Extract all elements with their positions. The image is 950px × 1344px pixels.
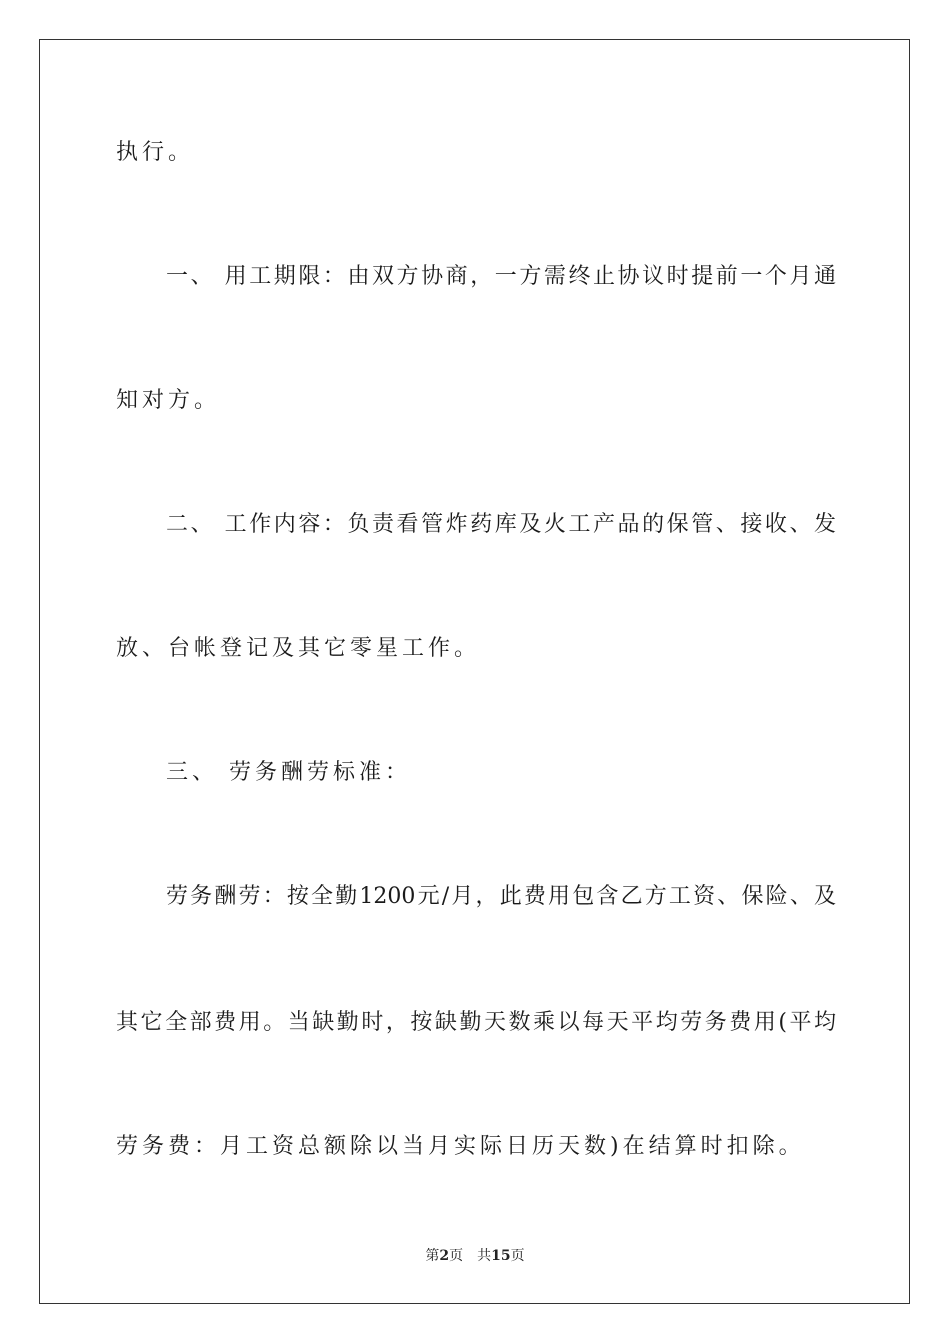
page-frame [39,39,910,1304]
text-line-2: 一、 用工期限：由双方协商，一方需终止协议时提前一个月通 [166,264,836,289]
current-page-number: 2 [439,1248,450,1264]
text-line-9: 劳务费：月工资总额除以当月实际日历天数)在结算时扣除。 [116,1134,805,1159]
text-line-4: 二、 工作内容：负责看管炸药库及火工产品的保管、接收、发 [166,512,836,537]
footer-total-prefix: 共 [477,1248,492,1264]
footer-prefix: 第 [425,1248,440,1264]
text-line-3: 知对方。 [116,388,221,413]
footer-page-suffix: 页 [449,1248,464,1264]
page-footer [0,1246,950,1266]
text-line-1: 执行。 [116,140,195,165]
footer-total-suffix: 页 [510,1248,525,1264]
text-line-7: 劳务酬劳：按全勤1200元/月，此费用包含乙方工资、保险、及 [166,884,836,909]
total-pages-number: 15 [491,1248,511,1264]
text-line-8: 其它全部费用。当缺勤时，按缺勤天数乘以每天平均劳务费用(平均 [116,1010,836,1035]
text-line-5: 放、台帐登记及其它零星工作。 [116,636,481,661]
text-line-6: 三、 劳务酬劳标准： [166,760,411,785]
